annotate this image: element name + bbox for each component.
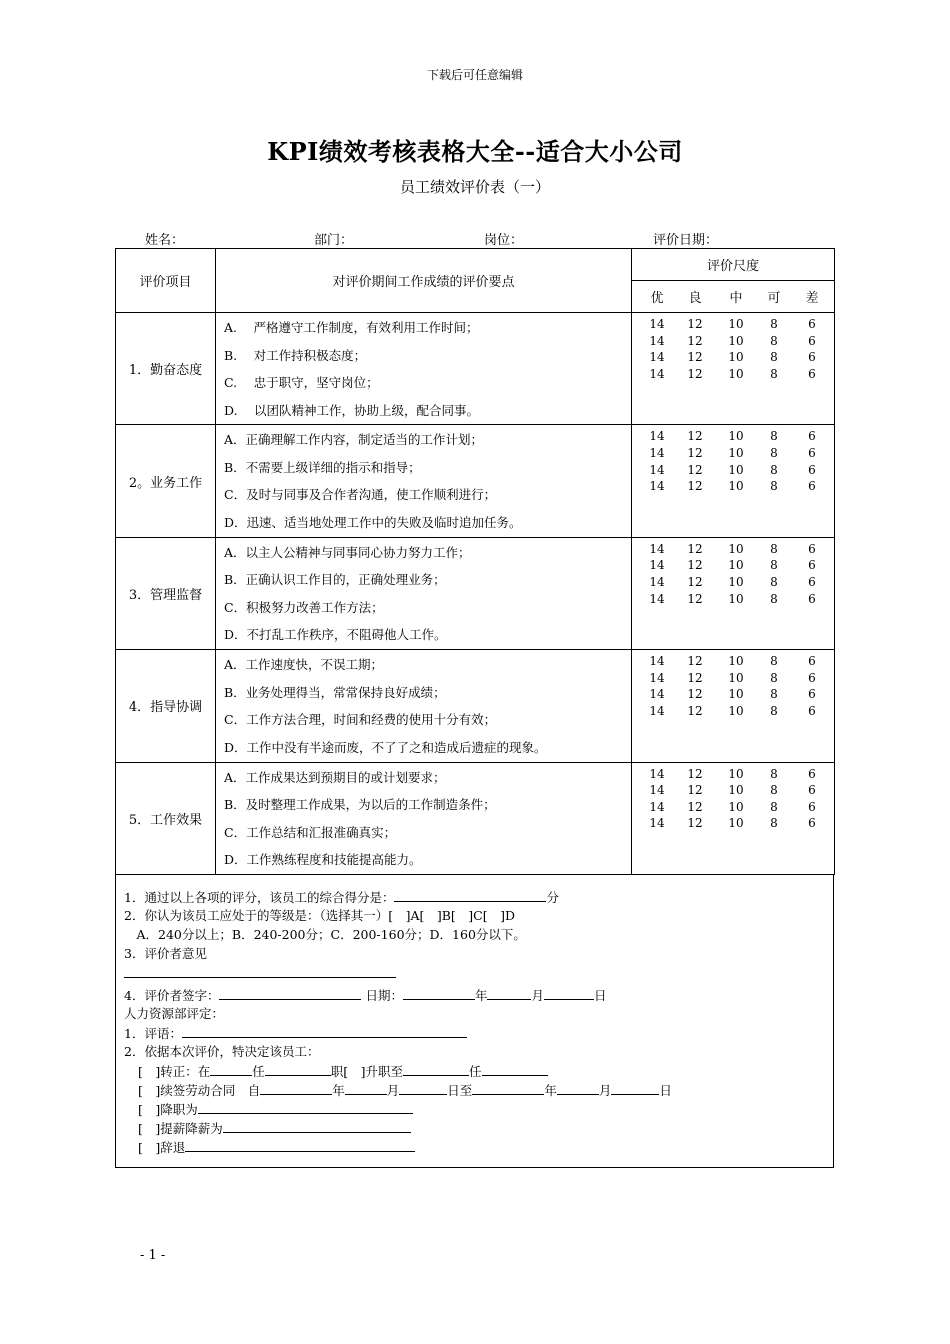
score-option[interactable]: 6	[808, 766, 816, 781]
score-line	[640, 333, 834, 350]
grade-ranges: A．240分以上；B．240-200分；C．200-160分；D．160分以下。	[124, 927, 526, 942]
score-option[interactable]: 6	[808, 541, 816, 556]
score-option[interactable]: 8	[770, 799, 778, 814]
score-option[interactable]: 8	[770, 783, 778, 798]
demote-line[interactable]	[138, 1099, 413, 1118]
evaluation-point: A. 严格遵守工作制度，有效利用工作时间；	[224, 320, 479, 335]
demote-label: [ ]降职为	[138, 1102, 198, 1117]
score-line	[640, 349, 834, 366]
scores-cell	[632, 537, 835, 649]
points-cell	[216, 650, 632, 762]
score-option[interactable]: 8	[770, 429, 778, 444]
score-option[interactable]: 14	[649, 366, 665, 381]
score-option[interactable]: 14	[649, 591, 665, 606]
score-option[interactable]: 12	[687, 317, 703, 331]
item-name: 1．勤奋态度	[116, 313, 216, 425]
score-option[interactable]: 12	[687, 670, 703, 685]
evaluation-point: B．不需要上级详细的指示和指导；	[224, 459, 421, 475]
score-option[interactable]: 12	[687, 462, 703, 477]
score-option[interactable]: 8	[770, 703, 778, 718]
points-cell	[216, 762, 632, 874]
score-option[interactable]: 6	[808, 429, 816, 444]
evaluation-point: A．工作速度快，不误工期；	[224, 657, 384, 673]
date-label: 评价日期：	[653, 233, 719, 248]
score-option[interactable]: 14	[649, 654, 665, 669]
score-option[interactable]: 10	[728, 703, 744, 718]
score-option[interactable]: 12	[687, 445, 703, 460]
score-option[interactable]: 10	[728, 670, 744, 685]
comment-line	[124, 1023, 467, 1042]
score-option[interactable]: 12	[687, 558, 703, 573]
year-field[interactable]	[403, 985, 475, 1000]
score-option[interactable]: 8	[770, 317, 778, 331]
score-option[interactable]: 6	[808, 317, 816, 331]
to-label: 日至	[447, 1083, 473, 1098]
score-option[interactable]: 8	[770, 574, 778, 589]
score-line	[640, 766, 834, 783]
position-label: 岗位：	[484, 233, 524, 248]
score-option[interactable]: 14	[649, 703, 665, 718]
score-option[interactable]: 6	[808, 591, 816, 606]
score-line	[640, 541, 834, 558]
score-option[interactable]: 6	[808, 654, 816, 669]
scale-label: 差	[805, 291, 819, 306]
score-option[interactable]: 12	[687, 574, 703, 589]
score-option[interactable]: 8	[770, 558, 778, 573]
item-name: 4．指导协调	[116, 650, 216, 762]
evaluation-point: D．工作熟练程度和技能提高能力。	[224, 852, 422, 868]
evaluation-point: C．积极努力改善工作方法；	[224, 599, 384, 615]
scores-cell	[632, 650, 835, 762]
score-option[interactable]: 14	[649, 816, 665, 831]
score-option[interactable]: 8	[770, 591, 778, 606]
regularize-label: [ ]转正：在	[138, 1064, 211, 1079]
score-option[interactable]: 8	[770, 766, 778, 781]
reviewer-opinion-line[interactable]	[124, 963, 396, 982]
score-line	[640, 557, 834, 574]
score-option[interactable]: 12	[687, 479, 703, 494]
dept-label: 部门：	[314, 233, 354, 248]
scale-label: 中	[729, 291, 743, 306]
salary-adjust-label: [ ]提薪降薪为	[138, 1121, 223, 1136]
year-label: 年	[544, 1083, 557, 1098]
scale-label: 优	[650, 291, 664, 306]
scale-label: 可	[767, 291, 781, 306]
evaluation-table	[115, 248, 835, 875]
score-option[interactable]: 6	[808, 783, 816, 798]
score-line	[640, 462, 834, 479]
evaluation-point: A．正确理解工作内容，制定适当的工作计划；	[224, 432, 484, 448]
score-option[interactable]: 6	[808, 816, 816, 831]
year-label: 年	[332, 1083, 345, 1098]
evaluation-point: D．工作中没有半途而废，不了了之和造成后遗症的现象。	[224, 739, 547, 755]
page-number: - 1 -	[140, 1248, 166, 1263]
score-option[interactable]: 6	[808, 703, 816, 718]
item-name: 5．工作效果	[116, 762, 216, 874]
name-label: 姓名：	[145, 233, 185, 248]
score-option[interactable]: 8	[770, 816, 778, 831]
reviewer-sign-line	[124, 985, 607, 1004]
score-option[interactable]: 14	[649, 429, 665, 444]
score-option[interactable]: 12	[687, 766, 703, 781]
header-note: 下载后可任意编辑	[426, 68, 523, 82]
score-option[interactable]: 12	[687, 350, 703, 365]
total-score-line	[124, 887, 559, 906]
evaluation-point: D．迅速、适当地处理工作中的失败及临时追加任务。	[224, 514, 522, 530]
scale-label: 良	[688, 291, 702, 306]
score-option[interactable]: 14	[649, 558, 665, 573]
dismiss-line[interactable]	[138, 1137, 415, 1156]
scores-cell	[632, 425, 835, 537]
score-line	[640, 670, 834, 687]
score-option[interactable]: 8	[770, 333, 778, 348]
day-label: 日	[659, 1083, 672, 1098]
score-option[interactable]: 10	[728, 317, 744, 331]
score-option[interactable]: 10	[728, 479, 744, 494]
score-line	[640, 574, 834, 591]
score-line	[640, 782, 834, 799]
form-subtitle: 员工绩效评价表（一）	[399, 178, 550, 196]
score-option[interactable]: 8	[770, 670, 778, 685]
score-option[interactable]: 8	[770, 479, 778, 494]
score-line	[640, 653, 834, 670]
score-option[interactable]: 10	[728, 816, 744, 831]
score-line	[640, 428, 834, 445]
score-option[interactable]: 8	[770, 366, 778, 381]
scores-cell	[632, 762, 835, 874]
header-item: 评价项目	[116, 249, 216, 313]
evaluation-point: C．工作方法合理，时间和经费的使用十分有效；	[224, 712, 497, 728]
evaluation-point: B．及时整理工作成果，为以后的工作制造条件；	[224, 797, 496, 813]
score-option[interactable]: 10	[728, 783, 744, 798]
score-option[interactable]: 6	[808, 462, 816, 477]
summary-section	[115, 874, 834, 1168]
score-option[interactable]: 6	[808, 366, 816, 381]
score-line	[640, 445, 834, 462]
score-line	[640, 591, 834, 608]
score-option[interactable]: 14	[649, 687, 665, 702]
score-option[interactable]: 10	[728, 766, 744, 781]
score-line	[640, 815, 834, 832]
score-line	[640, 703, 834, 720]
score-option[interactable]: 14	[649, 799, 665, 814]
score-option[interactable]: 10	[728, 687, 744, 702]
regularize-post-label: 任	[252, 1064, 265, 1079]
score-option[interactable]: 8	[770, 445, 778, 460]
score-option[interactable]: 10	[728, 591, 744, 606]
score-option[interactable]: 12	[687, 591, 703, 606]
score-option[interactable]: 12	[687, 703, 703, 718]
score-option[interactable]: 6	[808, 687, 816, 702]
score-option[interactable]: 10	[728, 366, 744, 381]
score-line	[640, 316, 834, 333]
score-option[interactable]: 14	[649, 766, 665, 781]
evaluation-point: C．工作总结和汇报准确真实；	[224, 824, 397, 840]
score-option[interactable]: 12	[687, 783, 703, 798]
score-option[interactable]: 8	[770, 654, 778, 669]
total-score-field[interactable]	[394, 887, 546, 902]
points-cell	[216, 537, 632, 649]
reviewer-opinion-label: 3．评价者意见	[124, 946, 207, 961]
month-label: 月	[531, 988, 544, 1003]
score-option[interactable]: 8	[770, 462, 778, 477]
month-field[interactable]	[487, 985, 531, 1000]
score-option[interactable]: 8	[770, 350, 778, 365]
score-option[interactable]: 12	[687, 333, 703, 348]
header-points: 对评价期间工作成绩的评价要点	[216, 249, 632, 313]
comment-field[interactable]	[182, 1023, 467, 1038]
score-option[interactable]: 12	[687, 366, 703, 381]
score-option[interactable]: 14	[649, 574, 665, 589]
grade-line[interactable]: 2．你认为该员工应处于的等级是：（选择其一）[ ]A[ ]B[ ]C[ ]D	[124, 908, 516, 923]
score-option[interactable]: 6	[808, 558, 816, 573]
evaluation-point: A．以主人公精神与同事同心协力努力工作；	[224, 544, 471, 560]
score-option[interactable]: 12	[687, 654, 703, 669]
evaluation-point: B. 对工作持积极态度；	[224, 347, 367, 363]
score-option[interactable]: 6	[808, 670, 816, 685]
evaluation-point: D．不打乱工作秩序，不阻碍他人工作。	[224, 627, 447, 643]
sign-label: 4．评价者签字：	[124, 988, 220, 1003]
points-cell	[216, 425, 632, 537]
decision-label: 2．依据本次评价，特决定该员工：	[124, 1044, 320, 1059]
comment-label: 1．评语：	[124, 1026, 182, 1041]
score-option[interactable]: 14	[649, 783, 665, 798]
total-score-label: 1．通过以上各项的评分，该员工的综合得分是：	[124, 890, 395, 905]
table-row	[116, 762, 835, 874]
hr-assessment-label: 人力资源部评定：	[124, 1006, 225, 1021]
score-option[interactable]: 6	[808, 799, 816, 814]
score-option[interactable]: 10	[728, 654, 744, 669]
score-option[interactable]: 12	[687, 541, 703, 556]
score-option[interactable]: 14	[649, 350, 665, 365]
renew-contract-line[interactable]	[138, 1080, 672, 1099]
header-scale: 评价尺度	[632, 249, 835, 281]
score-option[interactable]: 14	[649, 333, 665, 348]
score-option[interactable]: 10	[728, 799, 744, 814]
score-option[interactable]: 8	[770, 541, 778, 556]
page-title: KPI绩效考核表格大全--适合大小公司	[267, 137, 683, 166]
item-name: 3．管理监督	[116, 537, 216, 649]
day-field[interactable]	[544, 985, 594, 1000]
score-option[interactable]: 12	[687, 799, 703, 814]
score-option[interactable]: 6	[808, 574, 816, 589]
item-name: 2。业务工作	[116, 425, 216, 537]
score-option[interactable]: 14	[649, 462, 665, 477]
day-label: 日	[594, 988, 607, 1003]
score-option[interactable]: 14	[649, 317, 665, 331]
score-option[interactable]: 10	[728, 445, 744, 460]
score-line	[640, 366, 834, 383]
sign-field[interactable]	[219, 985, 361, 1000]
score-line	[640, 478, 834, 495]
scores-cell	[632, 313, 835, 425]
score-option[interactable]: 14	[649, 479, 665, 494]
score-option[interactable]: 6	[808, 333, 816, 348]
score-option[interactable]: 10	[728, 558, 744, 573]
score-option[interactable]: 12	[687, 816, 703, 831]
score-option[interactable]: 10	[728, 462, 744, 477]
score-option[interactable]: 10	[728, 350, 744, 365]
salary-adjust-line[interactable]	[138, 1118, 411, 1137]
dismiss-label: [ ]辞退	[138, 1140, 186, 1155]
score-option[interactable]: 12	[687, 687, 703, 702]
evaluation-point: B．正确认识工作目的，正确处理业务；	[224, 572, 446, 588]
evaluation-point: C．及时与同事及合作者沟通，使工作顺利进行；	[224, 487, 497, 503]
score-option[interactable]: 12	[687, 429, 703, 444]
table-row	[116, 650, 835, 762]
score-option[interactable]: 14	[649, 541, 665, 556]
table-row	[116, 313, 835, 425]
promote-label: 职[ ]升职至	[330, 1064, 404, 1079]
promote-post-label: 任	[469, 1064, 482, 1079]
score-unit: 分	[546, 890, 559, 905]
scale-labels	[632, 281, 835, 313]
score-option[interactable]: 6	[808, 479, 816, 494]
evaluation-point: B．业务处理得当，常常保持良好成绩；	[224, 684, 446, 700]
score-option[interactable]: 10	[728, 429, 744, 444]
score-option[interactable]: 14	[649, 670, 665, 685]
month-label: 月	[598, 1083, 612, 1098]
renew-contract-label: [ ]续签劳动合同 自	[138, 1083, 261, 1098]
year-label: 年	[474, 988, 488, 1003]
table-row	[116, 425, 835, 537]
score-line	[640, 799, 834, 816]
sign-date-label: 日期：	[365, 988, 403, 1003]
table-row	[116, 537, 835, 649]
regularize-promote-line[interactable]	[138, 1061, 548, 1080]
score-option[interactable]: 10	[728, 541, 744, 556]
score-option[interactable]: 14	[649, 445, 665, 460]
score-option[interactable]: 10	[728, 333, 744, 348]
score-option[interactable]: 6	[808, 350, 816, 365]
evaluation-point: A．工作成果达到预期目的或计划要求；	[224, 769, 446, 785]
score-option[interactable]: 8	[770, 687, 778, 702]
evaluation-point: D. 以团队精神工作，协助上级，配合同事。	[224, 402, 480, 418]
score-line	[640, 686, 834, 703]
points-cell	[216, 313, 632, 425]
score-option[interactable]: 10	[728, 574, 744, 589]
evaluation-point: C. 忠于职守，坚守岗位；	[224, 375, 379, 390]
score-option[interactable]: 6	[808, 445, 816, 460]
month-label: 月	[386, 1083, 400, 1098]
